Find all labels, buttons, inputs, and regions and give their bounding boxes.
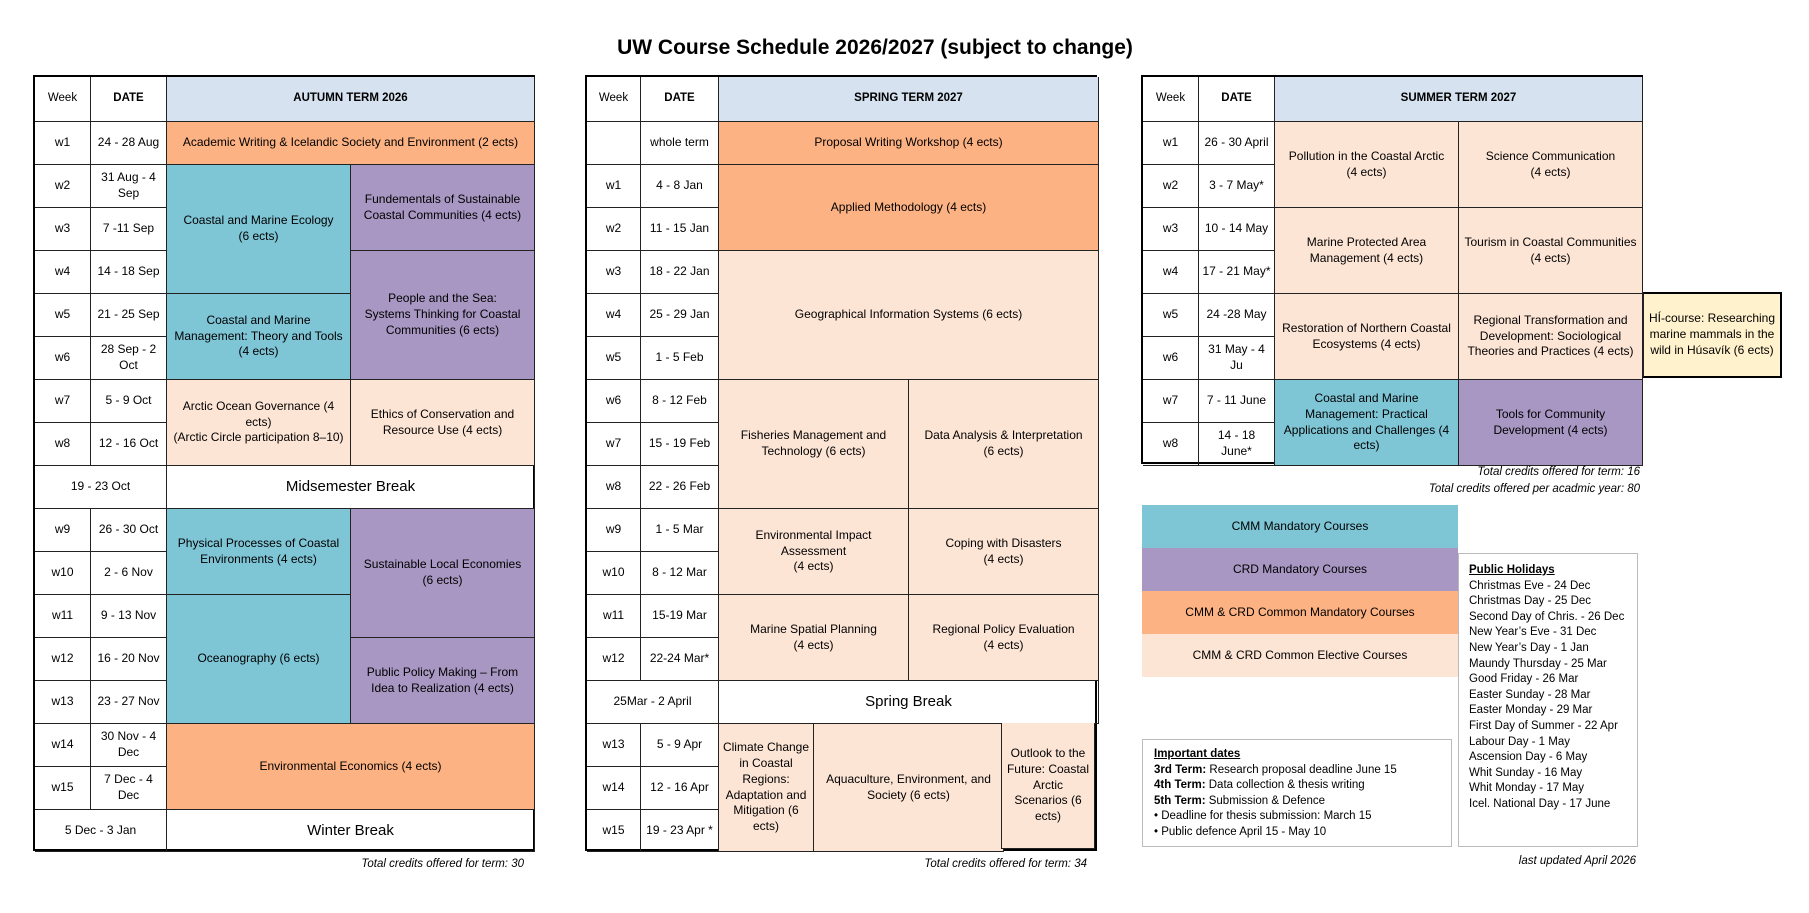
holiday-item: New Year’s Day - 1 Jan bbox=[1469, 641, 1589, 654]
date-cell: 14 - 18 Sep bbox=[91, 251, 167, 294]
winter-break: Winter Break bbox=[167, 810, 535, 852]
date-cell: 19 - 23 Apr * bbox=[641, 810, 719, 852]
week-cell: w5 bbox=[587, 337, 641, 380]
week-cell: w11 bbox=[35, 595, 91, 638]
course-cell: Proposal Writing Workshop (4 ects) bbox=[719, 122, 1099, 165]
date-cell: 12 - 16 Oct bbox=[91, 423, 167, 466]
week-cell: w8 bbox=[587, 466, 641, 509]
date-cell: 5 - 9 Apr bbox=[641, 724, 719, 767]
week-cell: w5 bbox=[1143, 294, 1199, 337]
holiday-item: Easter Sunday - 28 Mar bbox=[1469, 688, 1591, 701]
term4-text: Data collection & thesis writing bbox=[1205, 779, 1365, 792]
holiday-item: Second Day of Chris. - 26 Dec bbox=[1469, 610, 1625, 623]
date-cell: 1 - 5 Mar bbox=[641, 509, 719, 552]
week-cell: w14 bbox=[587, 767, 641, 810]
date-cell: 31 Aug - 4 Sep bbox=[91, 165, 167, 208]
spring-break: Spring Break bbox=[719, 681, 1099, 724]
date-cell: 26 - 30 April bbox=[1199, 122, 1275, 165]
course-cell: Coastal and Marine Ecology (6 ects) bbox=[167, 165, 351, 294]
date-header: DATE bbox=[91, 77, 167, 122]
course-cell: Oceanography (6 ects) bbox=[167, 595, 351, 724]
week-cell: w7 bbox=[587, 423, 641, 466]
week-cell: w6 bbox=[35, 337, 91, 380]
course-cell: Ethics of Conservation and Resource Use (4 ects) bbox=[351, 380, 535, 466]
week-cell: w9 bbox=[587, 509, 641, 552]
week-cell: w10 bbox=[35, 552, 91, 595]
course-cell: Sustainable Local Economies (6 ects) bbox=[351, 509, 535, 638]
week-cell: w1 bbox=[1143, 122, 1199, 165]
week-cell: w8 bbox=[1143, 423, 1199, 466]
course-cell: Academic Writing & Icelandic Society and Environment (2 ects) bbox=[167, 122, 535, 165]
holiday-item: Icel. National Day - 17 June bbox=[1469, 797, 1611, 810]
course-cell: Coping with Disasters (4 ects) bbox=[909, 509, 1099, 595]
date-cell: whole term bbox=[641, 122, 719, 165]
week-cell: w7 bbox=[1143, 380, 1199, 423]
important-dates-title: Important dates bbox=[1154, 748, 1241, 760]
course-cell: Science Communication (4 ects) bbox=[1459, 122, 1643, 208]
week-cell: w10 bbox=[587, 552, 641, 595]
holiday-item: Good Friday - 26 Mar bbox=[1469, 673, 1579, 686]
week-header: Week bbox=[587, 77, 641, 122]
course-cell: Environmental Economics (4 ects) bbox=[167, 724, 535, 810]
date-cell: 24 - 28 Aug bbox=[91, 122, 167, 165]
spring-term-header: SPRING TERM 2027 bbox=[719, 77, 1099, 122]
week-cell: w14 bbox=[35, 724, 91, 767]
legend-common-elective: CMM & CRD Common Elective Courses bbox=[1142, 634, 1458, 677]
date-cell: 17 - 21 May* bbox=[1199, 251, 1275, 294]
important-dates-box bbox=[1142, 739, 1452, 847]
last-updated: last updated April 2026 bbox=[1518, 855, 1636, 867]
week-cell: w1 bbox=[35, 122, 91, 165]
date-cell: 25 - 29 Jan bbox=[641, 294, 719, 337]
year-total: Total credits offered per acadmic year: 80 bbox=[1428, 483, 1640, 495]
week-cell: w15 bbox=[35, 767, 91, 810]
course-cell: Restoration of Northern Coastal Ecosystems (4 ects) bbox=[1275, 294, 1459, 380]
holiday-item: Whit Monday - 17 May bbox=[1469, 782, 1585, 795]
week-cell: w3 bbox=[35, 208, 91, 251]
term3-text: Research proposal deadline June 15 bbox=[1206, 763, 1397, 776]
term5-label: 5th Term: bbox=[1154, 794, 1206, 807]
week-cell: w15 bbox=[587, 810, 641, 852]
course-cell: Tools for Community Development (4 ects) bbox=[1459, 380, 1643, 466]
course-cell: Coastal and Marine Management: Theory and Tools (4 ects) bbox=[167, 294, 351, 380]
course-cell: Arctic Ocean Governance (4 ects) (Arctic Circle participation 8–10) bbox=[167, 380, 351, 466]
course-cell: Geographical Information Systems (6 ects) bbox=[719, 251, 1099, 380]
date-header: DATE bbox=[1199, 77, 1275, 122]
week-cell: w2 bbox=[1143, 165, 1199, 208]
date-cell: 7 Dec - 4 Dec bbox=[91, 767, 167, 810]
break-date-cell: 5 Dec - 3 Jan bbox=[35, 810, 167, 852]
week-cell: w6 bbox=[1143, 337, 1199, 380]
date-cell: 22-24 Mar* bbox=[641, 638, 719, 681]
summer-total: Total credits offered for term: 16 bbox=[1477, 466, 1640, 478]
date-cell: 31 May - 4 Ju bbox=[1199, 337, 1275, 380]
course-cell: Coastal and Marine Management: Practical Applications and Challenges (4 ects) bbox=[1275, 380, 1459, 466]
course-cell: Regional Policy Evaluation (4 ects) bbox=[909, 595, 1099, 681]
date-cell: 10 - 14 May bbox=[1199, 208, 1275, 251]
date-cell: 14 - 18 June* bbox=[1199, 423, 1275, 466]
course-cell: Fisheries Management and Technology (6 ects) bbox=[719, 380, 909, 509]
thesis-deadline: • Deadline for thesis submission: March 15 bbox=[1154, 810, 1372, 823]
legend-cmm-mandatory: CMM Mandatory Courses bbox=[1142, 505, 1458, 548]
date-cell: 23 - 27 Nov bbox=[91, 681, 167, 724]
week-cell: w12 bbox=[35, 638, 91, 681]
spring-total: Total credits offered for term: 34 bbox=[924, 858, 1087, 870]
course-cell: Environmental Impact Assessment (4 ects) bbox=[719, 509, 909, 595]
term4-label: 4th Term: bbox=[1154, 779, 1206, 792]
break-date-cell: 19 - 23 Oct bbox=[35, 466, 167, 509]
week-cell: w11 bbox=[587, 595, 641, 638]
date-cell: 24 -28 May bbox=[1199, 294, 1275, 337]
summer-term-table bbox=[1141, 75, 1643, 464]
public-defence: • Public defence April 15 - May 10 bbox=[1154, 825, 1327, 838]
holiday-item: Christmas Day - 25 Dec bbox=[1469, 595, 1592, 608]
week-cell: w13 bbox=[35, 681, 91, 724]
week-cell: w4 bbox=[35, 251, 91, 294]
course-cell: Outlook to the Future: Coastal Arctic Scenarios (6 ects) bbox=[1001, 723, 1095, 849]
week-cell: w2 bbox=[587, 208, 641, 251]
public-holidays-box bbox=[1458, 553, 1638, 847]
date-cell: 30 Nov - 4 Dec bbox=[91, 724, 167, 767]
autumn-term-header: AUTUMN TERM 2026 bbox=[167, 77, 535, 122]
date-cell: 8 - 12 Feb bbox=[641, 380, 719, 423]
course-cell: Marine Protected Area Management (4 ects) bbox=[1275, 208, 1459, 294]
week-cell: w2 bbox=[35, 165, 91, 208]
course-cell: Marine Spatial Planning (4 ects) bbox=[719, 595, 909, 681]
page-title: UW Course Schedule 2026/2027 (subject to change) bbox=[617, 36, 1133, 59]
week-cell: w7 bbox=[35, 380, 91, 423]
course-cell: Applied Methodology (4 ects) bbox=[719, 165, 1099, 251]
legend-common-mandatory: CMM & CRD Common Mandatory Courses bbox=[1142, 591, 1458, 634]
course-cell: Data Analysis & Interpretation (6 ects) bbox=[909, 380, 1099, 509]
course-cell: Fundementals of Sustainable Coastal Communities (4 ects) bbox=[351, 165, 535, 251]
autumn-term-table bbox=[33, 75, 535, 851]
week-cell: w1 bbox=[587, 165, 641, 208]
holiday-item: Maundy Thursday - 25 Mar bbox=[1469, 657, 1607, 670]
course-cell: Regional Transformation and Development: Sociological Theories and Practices (4 ects) bbox=[1459, 294, 1643, 380]
summer-term-header: SUMMER TERM 2027 bbox=[1275, 77, 1643, 122]
course-cell: Pollution in the Coastal Arctic (4 ects) bbox=[1275, 122, 1459, 208]
week-cell: w4 bbox=[587, 294, 641, 337]
holiday-item: First Day of Summer - 22 Apr bbox=[1469, 719, 1618, 732]
date-cell: 5 - 9 Oct bbox=[91, 380, 167, 423]
week-cell: w12 bbox=[587, 638, 641, 681]
break-date-cell: 25Mar - 2 April bbox=[587, 681, 719, 724]
course-cell: Tourism in Coastal Communities (4 ects) bbox=[1459, 208, 1643, 294]
week-cell: w9 bbox=[35, 509, 91, 552]
date-cell: 15-19 Mar bbox=[641, 595, 719, 638]
autumn-total: Total credits offered for term: 30 bbox=[361, 858, 524, 870]
holiday-item: New Year’s Eve - 31 Dec bbox=[1469, 626, 1597, 639]
date-cell: 1 - 5 Feb bbox=[641, 337, 719, 380]
date-cell: 18 - 22 Jan bbox=[641, 251, 719, 294]
legend bbox=[1142, 505, 1458, 677]
course-cell: Aquaculture, Environment, and Society (6 ects) bbox=[814, 724, 1004, 852]
term3-label: 3rd Term: bbox=[1154, 763, 1207, 776]
date-cell: 22 - 26 Feb bbox=[641, 466, 719, 509]
date-cell: 4 - 8 Jan bbox=[641, 165, 719, 208]
week-cell: w6 bbox=[587, 380, 641, 423]
week-cell bbox=[587, 122, 641, 165]
date-cell: 9 - 13 Nov bbox=[91, 595, 167, 638]
week-cell: w8 bbox=[35, 423, 91, 466]
holiday-item: Labour Day - 1 May bbox=[1469, 735, 1570, 748]
course-cell: Climate Change in Coastal Regions: Adaptation and Mitigation (6 ects) bbox=[719, 724, 814, 852]
midsemester-break: Midsemester Break bbox=[167, 466, 535, 509]
course-cell: Public Policy Making – From Idea to Realization (4 ects) bbox=[351, 638, 535, 724]
holiday-item: Whit Sunday - 16 May bbox=[1469, 766, 1583, 779]
course-cell: People and the Sea: Systems Thinking for Coastal Communities (6 ects) bbox=[351, 251, 535, 380]
week-cell: w4 bbox=[1143, 251, 1199, 294]
term5-text: Submission & Defence bbox=[1205, 794, 1326, 807]
date-cell: 2 - 6 Nov bbox=[91, 552, 167, 595]
date-cell: 21 - 25 Sep bbox=[91, 294, 167, 337]
course-cell-hi: HÍ-course: Researching marine mammals in the wild in Húsavík (6 ects) bbox=[1643, 292, 1782, 378]
date-cell: 16 - 20 Nov bbox=[91, 638, 167, 681]
course-cell: Physical Processes of Coastal Environments (4 ects) bbox=[167, 509, 351, 595]
date-cell: 15 - 19 Feb bbox=[641, 423, 719, 466]
holiday-item: Easter Monday - 29 Mar bbox=[1469, 704, 1593, 717]
date-cell: 3 - 7 May* bbox=[1199, 165, 1275, 208]
public-holidays-title: Public Holidays bbox=[1469, 564, 1555, 576]
week-cell: w13 bbox=[587, 724, 641, 767]
week-header: Week bbox=[1143, 77, 1199, 122]
week-header: Week bbox=[35, 77, 91, 122]
date-cell: 8 - 12 Mar bbox=[641, 552, 719, 595]
date-cell: 11 - 15 Jan bbox=[641, 208, 719, 251]
date-cell: 7 -11 Sep bbox=[91, 208, 167, 251]
date-cell: 26 - 30 Oct bbox=[91, 509, 167, 552]
date-cell: 12 - 16 Apr bbox=[641, 767, 719, 810]
week-cell: w3 bbox=[1143, 208, 1199, 251]
date-header: DATE bbox=[641, 77, 719, 122]
week-cell: w3 bbox=[587, 251, 641, 294]
date-cell: 7 - 11 June bbox=[1199, 380, 1275, 423]
week-cell: w5 bbox=[35, 294, 91, 337]
date-cell: 28 Sep - 2 Oct bbox=[91, 337, 167, 380]
holiday-item: Christmas Eve - 24 Dec bbox=[1469, 579, 1591, 592]
holiday-item: Ascension Day - 6 May bbox=[1469, 751, 1588, 764]
legend-crd-mandatory: CRD Mandatory Courses bbox=[1142, 548, 1458, 591]
